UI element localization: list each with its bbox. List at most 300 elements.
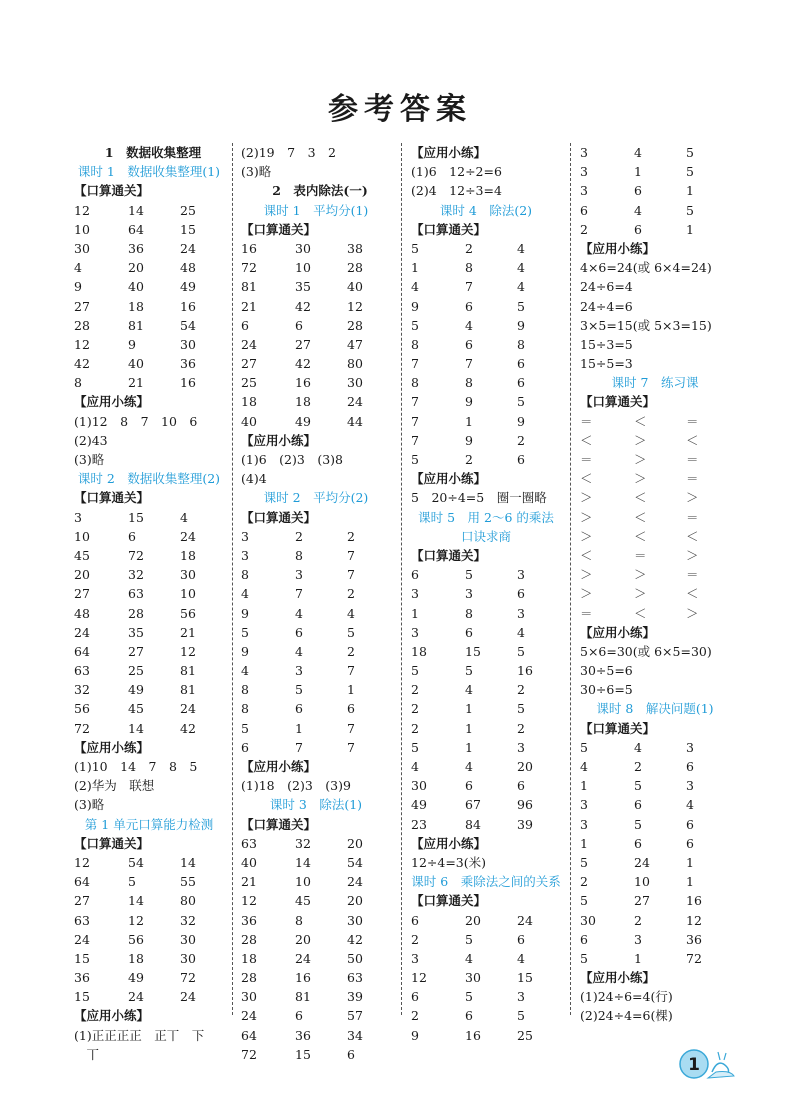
- answer-column-2: [241, 143, 391, 1064]
- answer-cell: 64: [74, 874, 90, 890]
- answer-row: [74, 201, 224, 220]
- column-divider: [570, 143, 571, 1015]
- answer-cell: 49: [128, 682, 144, 698]
- answer-cell: 5: [465, 931, 473, 947]
- subsection-label: 【口算通关】: [74, 835, 150, 851]
- answer-cell: 3: [517, 567, 525, 583]
- answer-cell: 5: [634, 778, 642, 794]
- answer-cell: 6: [517, 586, 525, 602]
- answer-cell: 28: [241, 931, 257, 947]
- answer-cell: 7: [295, 586, 303, 602]
- answer-cell: 15: [517, 970, 533, 986]
- page-number-badge: [672, 1042, 736, 1082]
- answer-cell: 1: [580, 778, 588, 794]
- answer-cell: 10: [634, 874, 650, 890]
- lesson-heading: 课时 3 除法(1): [269, 797, 363, 813]
- answer-cell: 64: [241, 1027, 257, 1043]
- answer-cell: 27: [74, 586, 90, 602]
- answer-row: [241, 872, 391, 891]
- answer-cell: 5: [634, 816, 642, 832]
- answer-row: [241, 297, 391, 316]
- answer-row: [241, 853, 391, 872]
- answer-text: (3)略: [74, 797, 105, 813]
- answer-row: [411, 431, 561, 450]
- answer-cell: 4: [686, 797, 694, 813]
- answer-cell: 3: [465, 586, 473, 602]
- answer-cell: ＞: [634, 452, 647, 467]
- answer-cell: 5: [347, 624, 355, 640]
- answer-cell: 4: [74, 260, 82, 276]
- answer-cell: 8: [241, 682, 249, 698]
- answer-cell: 30: [465, 970, 481, 986]
- lesson-heading: 课时 6 乘除法之间的关系: [411, 874, 561, 890]
- answer-row: [241, 412, 391, 431]
- answer-cell: ＜: [686, 528, 699, 544]
- answer-cell: 40: [241, 854, 257, 870]
- answer-cell: 2: [465, 452, 473, 467]
- answer-row: [74, 661, 224, 680]
- answer-row: [241, 661, 391, 680]
- answer-text: 3×5=15(或 5×3=15): [580, 317, 712, 333]
- answer-cell: 5: [128, 874, 136, 890]
- answer-row: [241, 1006, 391, 1025]
- answer-cell: 39: [517, 816, 533, 832]
- answer-cell: 3: [411, 586, 419, 602]
- answer-row: [580, 565, 730, 584]
- answer-cell: 8: [517, 336, 525, 352]
- answer-row: [241, 335, 391, 354]
- answer-cell: 4: [347, 605, 355, 621]
- answer-row: [411, 239, 561, 258]
- answer-text: 15÷5=3: [580, 356, 633, 372]
- answer-cell: 81: [128, 317, 144, 333]
- answer-cell: 63: [128, 586, 144, 602]
- answer-text: 30÷5=6: [580, 663, 633, 679]
- answer-cell: 24: [180, 701, 196, 717]
- answer-cell: 80: [180, 893, 196, 909]
- subsection-label: 【应用小练】: [580, 624, 656, 640]
- answer-cell: 4: [411, 759, 419, 774]
- answer-cell: 72: [74, 720, 90, 736]
- answer-cell: 36: [74, 970, 90, 986]
- subsection-label: 【应用小练】: [411, 835, 487, 851]
- answer-row: [580, 738, 730, 757]
- answer-row: [74, 220, 224, 239]
- answer-cell: 5: [411, 317, 419, 333]
- answer-cell: 16: [180, 298, 196, 314]
- answer-row: [580, 201, 730, 220]
- answer-cell: 12: [74, 336, 90, 352]
- answer-cell: 28: [347, 260, 363, 276]
- answer-cell: 30: [580, 912, 596, 928]
- answer-cell: 2: [580, 221, 588, 237]
- answer-cell: 23: [411, 816, 427, 832]
- answer-row: [241, 738, 391, 757]
- answer-cell: 32: [74, 682, 90, 698]
- answer-cell: 32: [180, 912, 196, 928]
- answer-row: [74, 584, 224, 603]
- answer-cell: 20: [347, 835, 363, 851]
- answer-cell: 48: [74, 605, 90, 621]
- answer-cell: 3: [634, 931, 642, 947]
- answer-cell: 40: [347, 279, 363, 295]
- answer-cell: ＞: [634, 586, 647, 602]
- answer-cell: 15: [128, 509, 144, 525]
- answer-cell: 6: [517, 778, 525, 794]
- answer-cell: 6: [295, 1008, 303, 1024]
- answer-cell: 6: [128, 528, 136, 544]
- answer-cell: 30: [295, 240, 311, 256]
- answer-cell: 63: [347, 970, 363, 986]
- answer-text: (1)正正正正 正丅 下: [74, 1027, 205, 1043]
- answer-row: [580, 546, 730, 565]
- answer-cell: 12: [180, 643, 196, 659]
- answer-cell: 18: [411, 643, 427, 659]
- answer-cell: ＜: [686, 432, 699, 448]
- answer-row: [241, 930, 391, 949]
- answer-cell: 1: [465, 701, 473, 717]
- answer-cell: 4: [241, 586, 249, 602]
- answer-cell: 7: [411, 413, 419, 429]
- answer-cell: 2: [634, 912, 642, 928]
- answer-cell: 12: [347, 298, 363, 314]
- answer-cell: 7: [347, 547, 355, 563]
- answer-cell: 18: [241, 950, 257, 966]
- lesson-heading: 课时 1 平均分(1): [263, 202, 369, 218]
- answer-cell: 2: [465, 240, 473, 256]
- answer-cell: ＞: [580, 586, 593, 602]
- answer-cell: 5: [686, 145, 694, 160]
- answer-cell: 63: [241, 835, 257, 851]
- answer-cell: 56: [74, 701, 90, 717]
- answer-cell: 5: [517, 298, 525, 314]
- answer-row: [241, 911, 391, 930]
- answer-cell: 32: [295, 835, 311, 851]
- answer-cell: 5: [411, 240, 419, 256]
- answer-cell: 1: [580, 835, 588, 851]
- answer-cell: 7: [411, 356, 419, 372]
- answer-cell: ＞: [686, 547, 699, 563]
- answer-cell: 42: [295, 356, 311, 372]
- answer-text: 4×6=24(或 6×4=24): [580, 260, 712, 276]
- answer-cell: 20: [347, 893, 363, 909]
- answer-cell: 4: [465, 317, 473, 333]
- answer-row: [241, 968, 391, 987]
- answer-cell: 16: [180, 375, 196, 391]
- answer-cell: 15: [74, 989, 90, 1005]
- answer-cell: 6: [465, 336, 473, 352]
- answer-cell: 35: [295, 279, 311, 295]
- answer-cell: 64: [74, 643, 90, 659]
- answer-cell: 9: [241, 643, 249, 659]
- answer-row: [580, 181, 730, 200]
- answer-row: [74, 719, 224, 738]
- answer-cell: 5: [580, 854, 588, 870]
- answer-cell: 2: [411, 720, 419, 736]
- answer-cell: 25: [241, 375, 257, 391]
- answer-cell: 28: [241, 970, 257, 986]
- answer-cell: 20: [128, 260, 144, 276]
- answer-row: [74, 565, 224, 584]
- answer-row: [74, 258, 224, 277]
- answer-cell: 24: [180, 240, 196, 256]
- answer-column-1: [74, 143, 224, 1064]
- answer-row: [411, 815, 561, 834]
- answer-cell: ＝: [686, 567, 699, 583]
- answer-cell: 20: [517, 759, 533, 774]
- answer-cell: 9: [128, 336, 136, 352]
- answer-text: (3)略: [74, 452, 105, 467]
- answer-text: (1)6 (2)3 (3)8: [241, 452, 343, 467]
- answer-cell: 30: [241, 989, 257, 1005]
- answer-cell: 5: [465, 567, 473, 583]
- answer-text: 30÷6=5: [580, 682, 633, 698]
- answer-row: [241, 565, 391, 584]
- answer-row: [580, 834, 730, 853]
- answer-text: (1)18 (2)3 (3)9: [241, 778, 351, 794]
- answer-row: [580, 949, 730, 968]
- answer-column-3: [411, 143, 561, 1045]
- answer-cell: 7: [411, 432, 419, 448]
- answer-cell: 24: [241, 1008, 257, 1024]
- answer-cell: 6: [580, 931, 588, 947]
- lesson-heading: 课时 7 练习课: [611, 375, 699, 391]
- answer-cell: 4: [411, 279, 419, 295]
- answer-cell: 15: [465, 643, 481, 659]
- answer-cell: 5: [241, 624, 249, 640]
- answer-row: [580, 431, 730, 450]
- answer-cell: 2: [411, 701, 419, 717]
- answer-row: [74, 604, 224, 623]
- answer-cell: 32: [128, 567, 144, 583]
- answer-cell: 18: [128, 950, 144, 966]
- answer-cell: 44: [347, 413, 363, 429]
- answer-cell: 16: [465, 1027, 481, 1043]
- answer-cell: 8: [241, 567, 249, 583]
- answer-cell: ＞: [634, 432, 647, 448]
- answer-text: (2)华为 联想: [74, 778, 155, 794]
- answer-cell: ＝: [686, 471, 699, 487]
- answer-cell: 5: [465, 989, 473, 1005]
- answer-cell: 21: [180, 624, 196, 640]
- answer-row: [411, 335, 561, 354]
- subsection-label: 【口算通关】: [580, 720, 656, 736]
- answer-cell: 72: [686, 950, 702, 966]
- answer-row: [74, 699, 224, 718]
- answer-cell: 3: [686, 778, 694, 794]
- answer-cell: 4: [465, 682, 473, 698]
- subsection-label: 【应用小练】: [411, 145, 487, 160]
- answer-cell: 6: [241, 317, 249, 333]
- answer-cell: 36: [128, 240, 144, 256]
- subsection-label: 【口算通关】: [241, 509, 317, 525]
- answer-cell: 5: [517, 643, 525, 659]
- answer-row: [411, 392, 561, 411]
- answer-cell: 12: [411, 970, 427, 986]
- answer-cell: 8: [465, 605, 473, 621]
- answer-cell: 3: [580, 145, 588, 160]
- answer-cell: 1: [686, 183, 694, 199]
- answer-cell: 9: [517, 317, 525, 333]
- answer-cell: 35: [128, 624, 144, 640]
- answer-cell: 81: [180, 682, 196, 698]
- answer-cell: 3: [295, 567, 303, 583]
- answer-text: (1)12 8 7 10 6: [74, 413, 198, 429]
- answer-row: [411, 949, 561, 968]
- answer-cell: 1: [411, 605, 419, 621]
- answer-cell: 84: [465, 816, 481, 832]
- answer-cell: 49: [411, 797, 427, 813]
- answer-cell: 2: [411, 1008, 419, 1024]
- answer-cell: 2: [517, 682, 525, 698]
- answer-cell: 6: [634, 183, 642, 199]
- answer-cell: ＞: [580, 490, 593, 506]
- answer-cell: ＜: [580, 432, 593, 448]
- answer-row: [580, 143, 730, 162]
- answer-text: (2)4 12÷3=4: [411, 183, 502, 199]
- answer-row: [580, 508, 730, 527]
- answer-row: [74, 546, 224, 565]
- answer-row: [580, 469, 730, 488]
- answer-cell: 27: [634, 893, 650, 909]
- answer-row: [74, 968, 224, 987]
- answer-cell: 20: [465, 912, 481, 928]
- answer-cell: 56: [128, 931, 144, 947]
- answer-row: [411, 604, 561, 623]
- answer-cell: 6: [295, 701, 303, 717]
- answer-cell: 7: [347, 720, 355, 736]
- answer-cell: 24: [128, 989, 144, 1005]
- answer-cell: 45: [128, 701, 144, 717]
- answer-cell: 27: [295, 336, 311, 352]
- answer-cell: 1: [465, 739, 473, 755]
- answer-cell: 9: [517, 413, 525, 429]
- answer-cell: 3: [411, 624, 419, 640]
- subsection-label: 【口算通关】: [411, 547, 487, 563]
- answer-row: [74, 930, 224, 949]
- subsection-label: 【口算通关】: [241, 221, 317, 237]
- answer-row: [411, 316, 561, 335]
- answer-cell: 49: [295, 413, 311, 429]
- answer-cell: 16: [241, 240, 257, 256]
- answer-row: [74, 373, 224, 392]
- answer-cell: 6: [517, 356, 525, 372]
- answer-cell: 10: [74, 528, 90, 544]
- answer-cell: 2: [347, 643, 355, 659]
- subsection-label: 【口算通关】: [74, 490, 150, 506]
- answer-row: [580, 930, 730, 949]
- answer-cell: 12: [241, 893, 257, 909]
- answer-cell: 64: [128, 221, 144, 237]
- answer-cell: 6: [347, 701, 355, 717]
- answer-cell: 14: [128, 893, 144, 909]
- answer-cell: 34: [347, 1027, 363, 1043]
- answer-cell: ＜: [686, 586, 699, 602]
- answer-cell: 6: [517, 931, 525, 947]
- answer-cell: 5: [517, 394, 525, 410]
- answer-cell: 6: [465, 298, 473, 314]
- lesson-heading: 口诀求商: [460, 528, 511, 544]
- answer-cell: 6: [411, 567, 419, 583]
- answer-cell: 81: [295, 989, 311, 1005]
- answer-cell: 24: [241, 336, 257, 352]
- answer-cell: 4: [295, 605, 303, 621]
- answer-cell: 7: [411, 394, 419, 410]
- answer-cell: 12: [74, 854, 90, 870]
- answer-row: [241, 719, 391, 738]
- answer-cell: ＝: [686, 413, 699, 429]
- answer-cell: 10: [74, 221, 90, 237]
- answer-cell: ＝: [580, 413, 593, 429]
- answer-cell: 7: [465, 356, 473, 372]
- answer-cell: 18: [241, 394, 257, 410]
- answer-cell: 1: [686, 854, 694, 870]
- answer-row: [241, 604, 391, 623]
- answer-cell: ＜: [634, 490, 647, 506]
- answer-text: 丅: [74, 1046, 100, 1062]
- answer-cell: 3: [517, 739, 525, 755]
- answer-cell: ＞: [634, 471, 647, 487]
- answer-row: [580, 776, 730, 795]
- answer-cell: 72: [180, 970, 196, 986]
- answer-cell: 2: [517, 720, 525, 736]
- answer-row: [241, 546, 391, 565]
- answer-cell: 80: [347, 356, 363, 372]
- answer-cell: ＞: [634, 567, 647, 583]
- answer-cell: 45: [295, 893, 311, 909]
- answer-cell: 5: [686, 164, 694, 180]
- answer-cell: 72: [128, 547, 144, 563]
- answer-text: (2)19 7 3 2: [241, 145, 336, 160]
- answer-cell: 6: [347, 1046, 355, 1062]
- answer-cell: 81: [241, 279, 257, 295]
- answer-cell: 1: [465, 413, 473, 429]
- answer-cell: 8: [295, 547, 303, 563]
- answer-cell: 7: [347, 567, 355, 583]
- column-divider: [401, 143, 402, 1015]
- answer-row: [74, 853, 224, 872]
- answer-cell: 15: [295, 1046, 311, 1062]
- answer-text: 24÷4=6: [580, 298, 633, 314]
- answer-cell: 6: [686, 816, 694, 832]
- answer-text: 15÷3=5: [580, 336, 633, 352]
- answer-cell: 48: [180, 260, 196, 276]
- answer-cell: ＜: [634, 509, 647, 525]
- answer-cell: 5: [411, 452, 419, 467]
- answer-cell: 1: [347, 682, 355, 698]
- answer-row: [74, 680, 224, 699]
- answer-cell: 15: [74, 950, 90, 966]
- answer-cell: 5: [580, 739, 588, 755]
- answer-row: [411, 297, 561, 316]
- answer-cell: 28: [347, 317, 363, 333]
- answer-cell: 96: [517, 797, 533, 813]
- answer-row: [580, 412, 730, 431]
- answer-cell: 6: [517, 452, 525, 467]
- answer-cell: 4: [241, 663, 249, 679]
- answer-text: 12÷4=3(米): [411, 854, 487, 870]
- answer-cell: 7: [295, 739, 303, 755]
- answer-cell: 63: [74, 663, 90, 679]
- answer-row: [74, 239, 224, 258]
- answer-row: [411, 1006, 561, 1025]
- answer-cell: 2: [517, 432, 525, 448]
- answer-row: [241, 354, 391, 373]
- answer-row: [241, 277, 391, 296]
- answer-cell: 1: [295, 720, 303, 736]
- answer-row: [411, 642, 561, 661]
- answer-cell: 50: [347, 950, 363, 966]
